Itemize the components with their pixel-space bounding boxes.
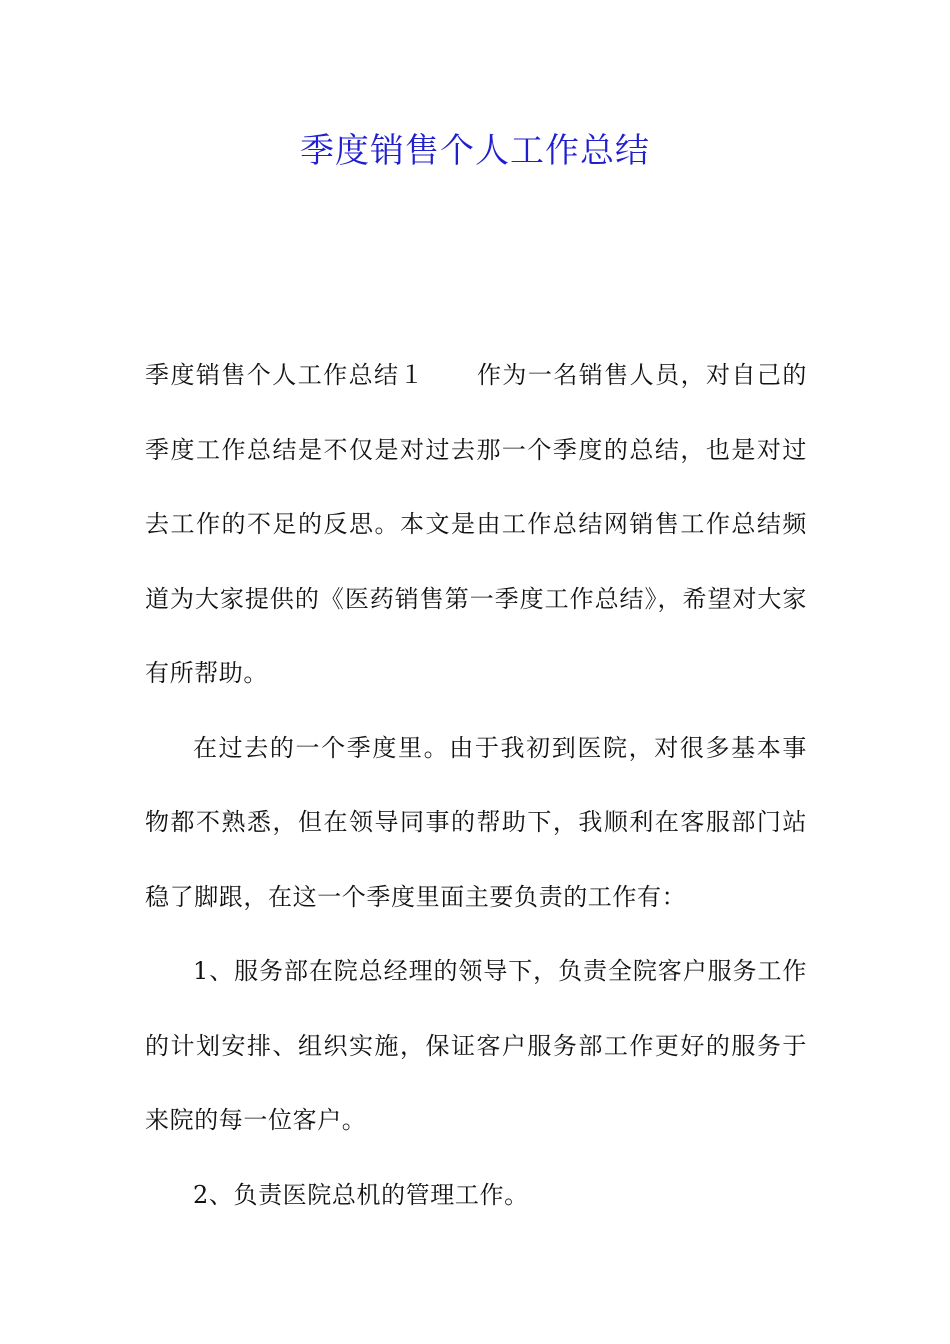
intro-text: 作为一名销售人员，对自己的季度工作总结是不仅是对过去那一个季度的总结，也是对过去工作的不足的反思。本文是由工作总结网销售工作总结频道为大家提供的《医药销售第一季度工作总结》，希望对大家有所帮助。	[145, 361, 807, 687]
document-title: 季度销售个人工作总结	[300, 131, 650, 171]
paragraph-2: 1、服务部在院总经理的领导下，负责全院客户服务工作的计划安排、组织实施，保证客户服务部工作更好的服务于来院的每一位客户。	[145, 957, 807, 1134]
document-body	[145, 338, 807, 1232]
intro-paragraph	[145, 338, 807, 711]
paragraph-1: 在过去的一个季度里。由于我初到医院，对很多基本事物都不熟悉，但在领导同事的帮助下，我顺利在客服部门站稳了脚跟，在这一个季度里面主要负责的工作有：	[145, 733, 807, 911]
intro-heading: 季度销售个人工作总结１	[145, 361, 425, 389]
paragraph-3: 2、负责医院总机的管理工作。	[193, 1180, 529, 1209]
